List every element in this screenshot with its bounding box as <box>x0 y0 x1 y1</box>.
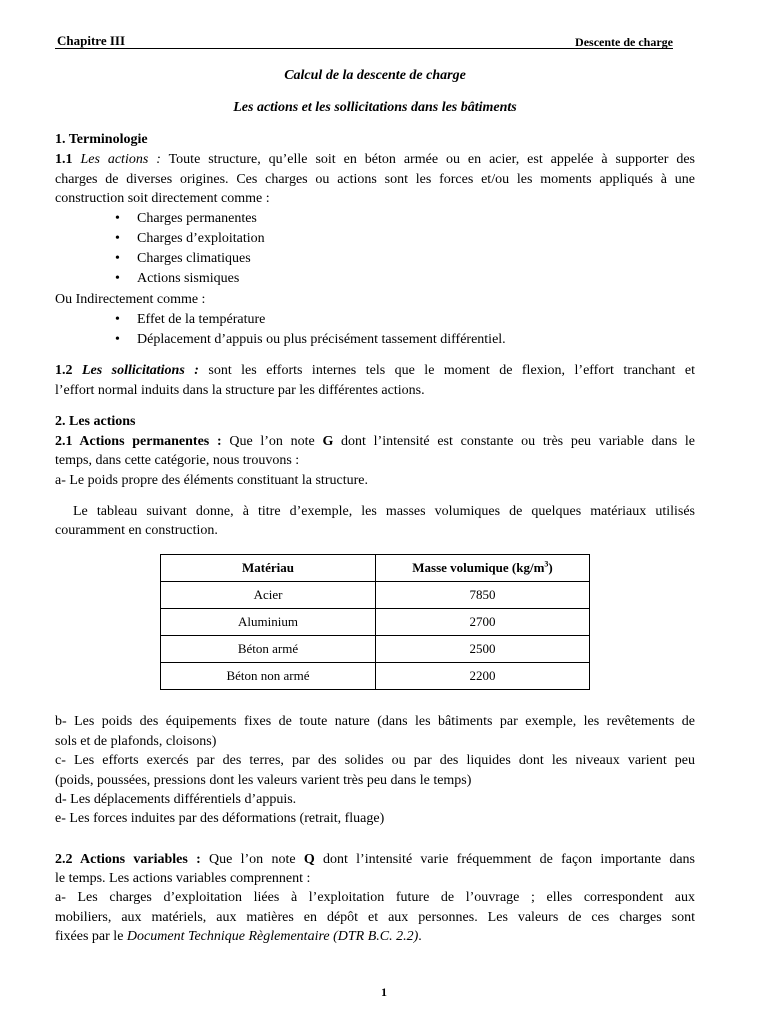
density-cell: 2700 <box>376 609 590 636</box>
item-c-line-1: c- Les efforts exercés par des terres, par des solides ou par des liquides dont les niveaux varient peu <box>55 753 695 768</box>
list-item: • Charges climatiques <box>115 249 265 269</box>
paragraph-2-2-a-line-2: mobiliers, aux matériels, aux matières en dépôt et aux personnes. Les valeurs de ces charges sont <box>55 910 695 925</box>
material-cell: Acier <box>161 582 376 609</box>
item-d: d- Les déplacements différentiels d’appuis. <box>55 792 297 807</box>
main-title: Calcul de la descente de charge <box>284 68 466 83</box>
material-cell: Béton armé <box>161 636 376 663</box>
header-material: Matériau <box>161 555 376 582</box>
paragraph-2-1-line-1: 2.1 Actions permanentes : Que l’on note G dont l’intensité est constante ou très peu variable dans le <box>55 434 696 449</box>
paragraph-2-2-line-1: 2.2 Actions variables : Que l’on note Q dont l’intensité varie fréquemment de façon importante dans <box>55 852 696 867</box>
density-cell: 7850 <box>376 582 590 609</box>
list-item: • Charges d’exploitation <box>115 229 265 249</box>
paragraph-1-2-line-2: l’effort normal induits dans la structure par les différentes actions. <box>55 383 425 398</box>
paragraph-2-2-a-line-3: fixées par le Document Technique Règlementaire (DTR B.C. 2.2). <box>55 929 422 944</box>
section-1-heading: 1. Terminologie <box>55 132 148 147</box>
direct-actions-list <box>115 209 265 289</box>
indirect-actions-list <box>115 310 506 350</box>
density-cell: 2500 <box>376 636 590 663</box>
item-b-line-1: b- Les poids des équipements fixes de toute nature (dans les bâtiments par exemple, les revêtements de <box>55 714 695 729</box>
list-item: • Charges permanentes <box>115 209 265 229</box>
subtitle: Les actions et les sollicitations dans les bâtiments <box>233 100 517 115</box>
section-2-heading: 2. Les actions <box>55 414 136 429</box>
paragraph-2-2-line-2: le temps. Les actions variables comprennent : <box>55 871 311 886</box>
section-label: Descente de charge <box>575 35 673 49</box>
list-item: • Déplacement d’appuis ou plus précisément tassement différentiel. <box>115 330 506 350</box>
table-row <box>161 582 590 609</box>
table-row <box>161 636 590 663</box>
page-number: 1 <box>381 985 387 999</box>
indirect-intro: Ou Indirectement comme : <box>55 292 206 307</box>
item-b-line-2: sols et de plafonds, cloisons) <box>55 734 217 749</box>
item-c-line-2: (poids, poussées, pressions dont les valeurs varient très peu dans le temps) <box>55 773 472 788</box>
paragraph-1-2-line-1: 1.2 Les sollicitations : sont les efforts internes tels que le moment de flexion, l’effort tranchant et <box>55 363 696 378</box>
page-header <box>55 30 673 49</box>
item-e: e- Les forces induites par des déformations (retrait, fluage) <box>55 811 385 826</box>
paragraph-2-2-a-line-1: a- Les charges d’exploitation liées à l’exploitation future de l’ouvrage ; elles correspondent aux <box>55 890 695 905</box>
item-a: a- Le poids propre des éléments constituant la structure. <box>55 473 368 488</box>
paragraph-1-1-line-1: 1.1 Les actions : Toute structure, qu’elle soit en béton armée ou en acier, est appelée à supporter des <box>55 152 695 167</box>
table-row <box>161 663 590 690</box>
paragraph-1-1-line-2: charges de diverses origines. Ces charges ou actions sont les forces et/ou les moments appliqués à une <box>55 172 695 187</box>
table-header-row <box>161 555 590 582</box>
dtr-reference: Document Technique Règlementaire (DTR B.C. 2.2) <box>126 929 419 944</box>
density-cell: 2200 <box>376 663 590 690</box>
paragraph-2-1-line-2: temps, dans cette catégorie, nous trouvons : <box>55 453 300 468</box>
materials-table <box>160 554 590 690</box>
table-intro-line-1: Le tableau suivant donne, à titre d’exemple, les masses volumiques de quelques matériaux utilisés <box>73 504 695 519</box>
table-row <box>161 609 590 636</box>
list-item: • Effet de la température <box>115 310 506 330</box>
paragraph-1-1-line-3: construction soit directement comme : <box>55 191 270 206</box>
table-intro-line-2: couramment en construction. <box>55 523 218 538</box>
material-cell: Aluminium <box>161 609 376 636</box>
chapter-label: Chapitre III <box>57 33 126 48</box>
list-item: • Actions sismiques <box>115 269 265 289</box>
header-density: Masse volumique $(kg/m^3)$ <box>376 555 590 582</box>
material-cell: Béton non armé <box>161 663 376 690</box>
